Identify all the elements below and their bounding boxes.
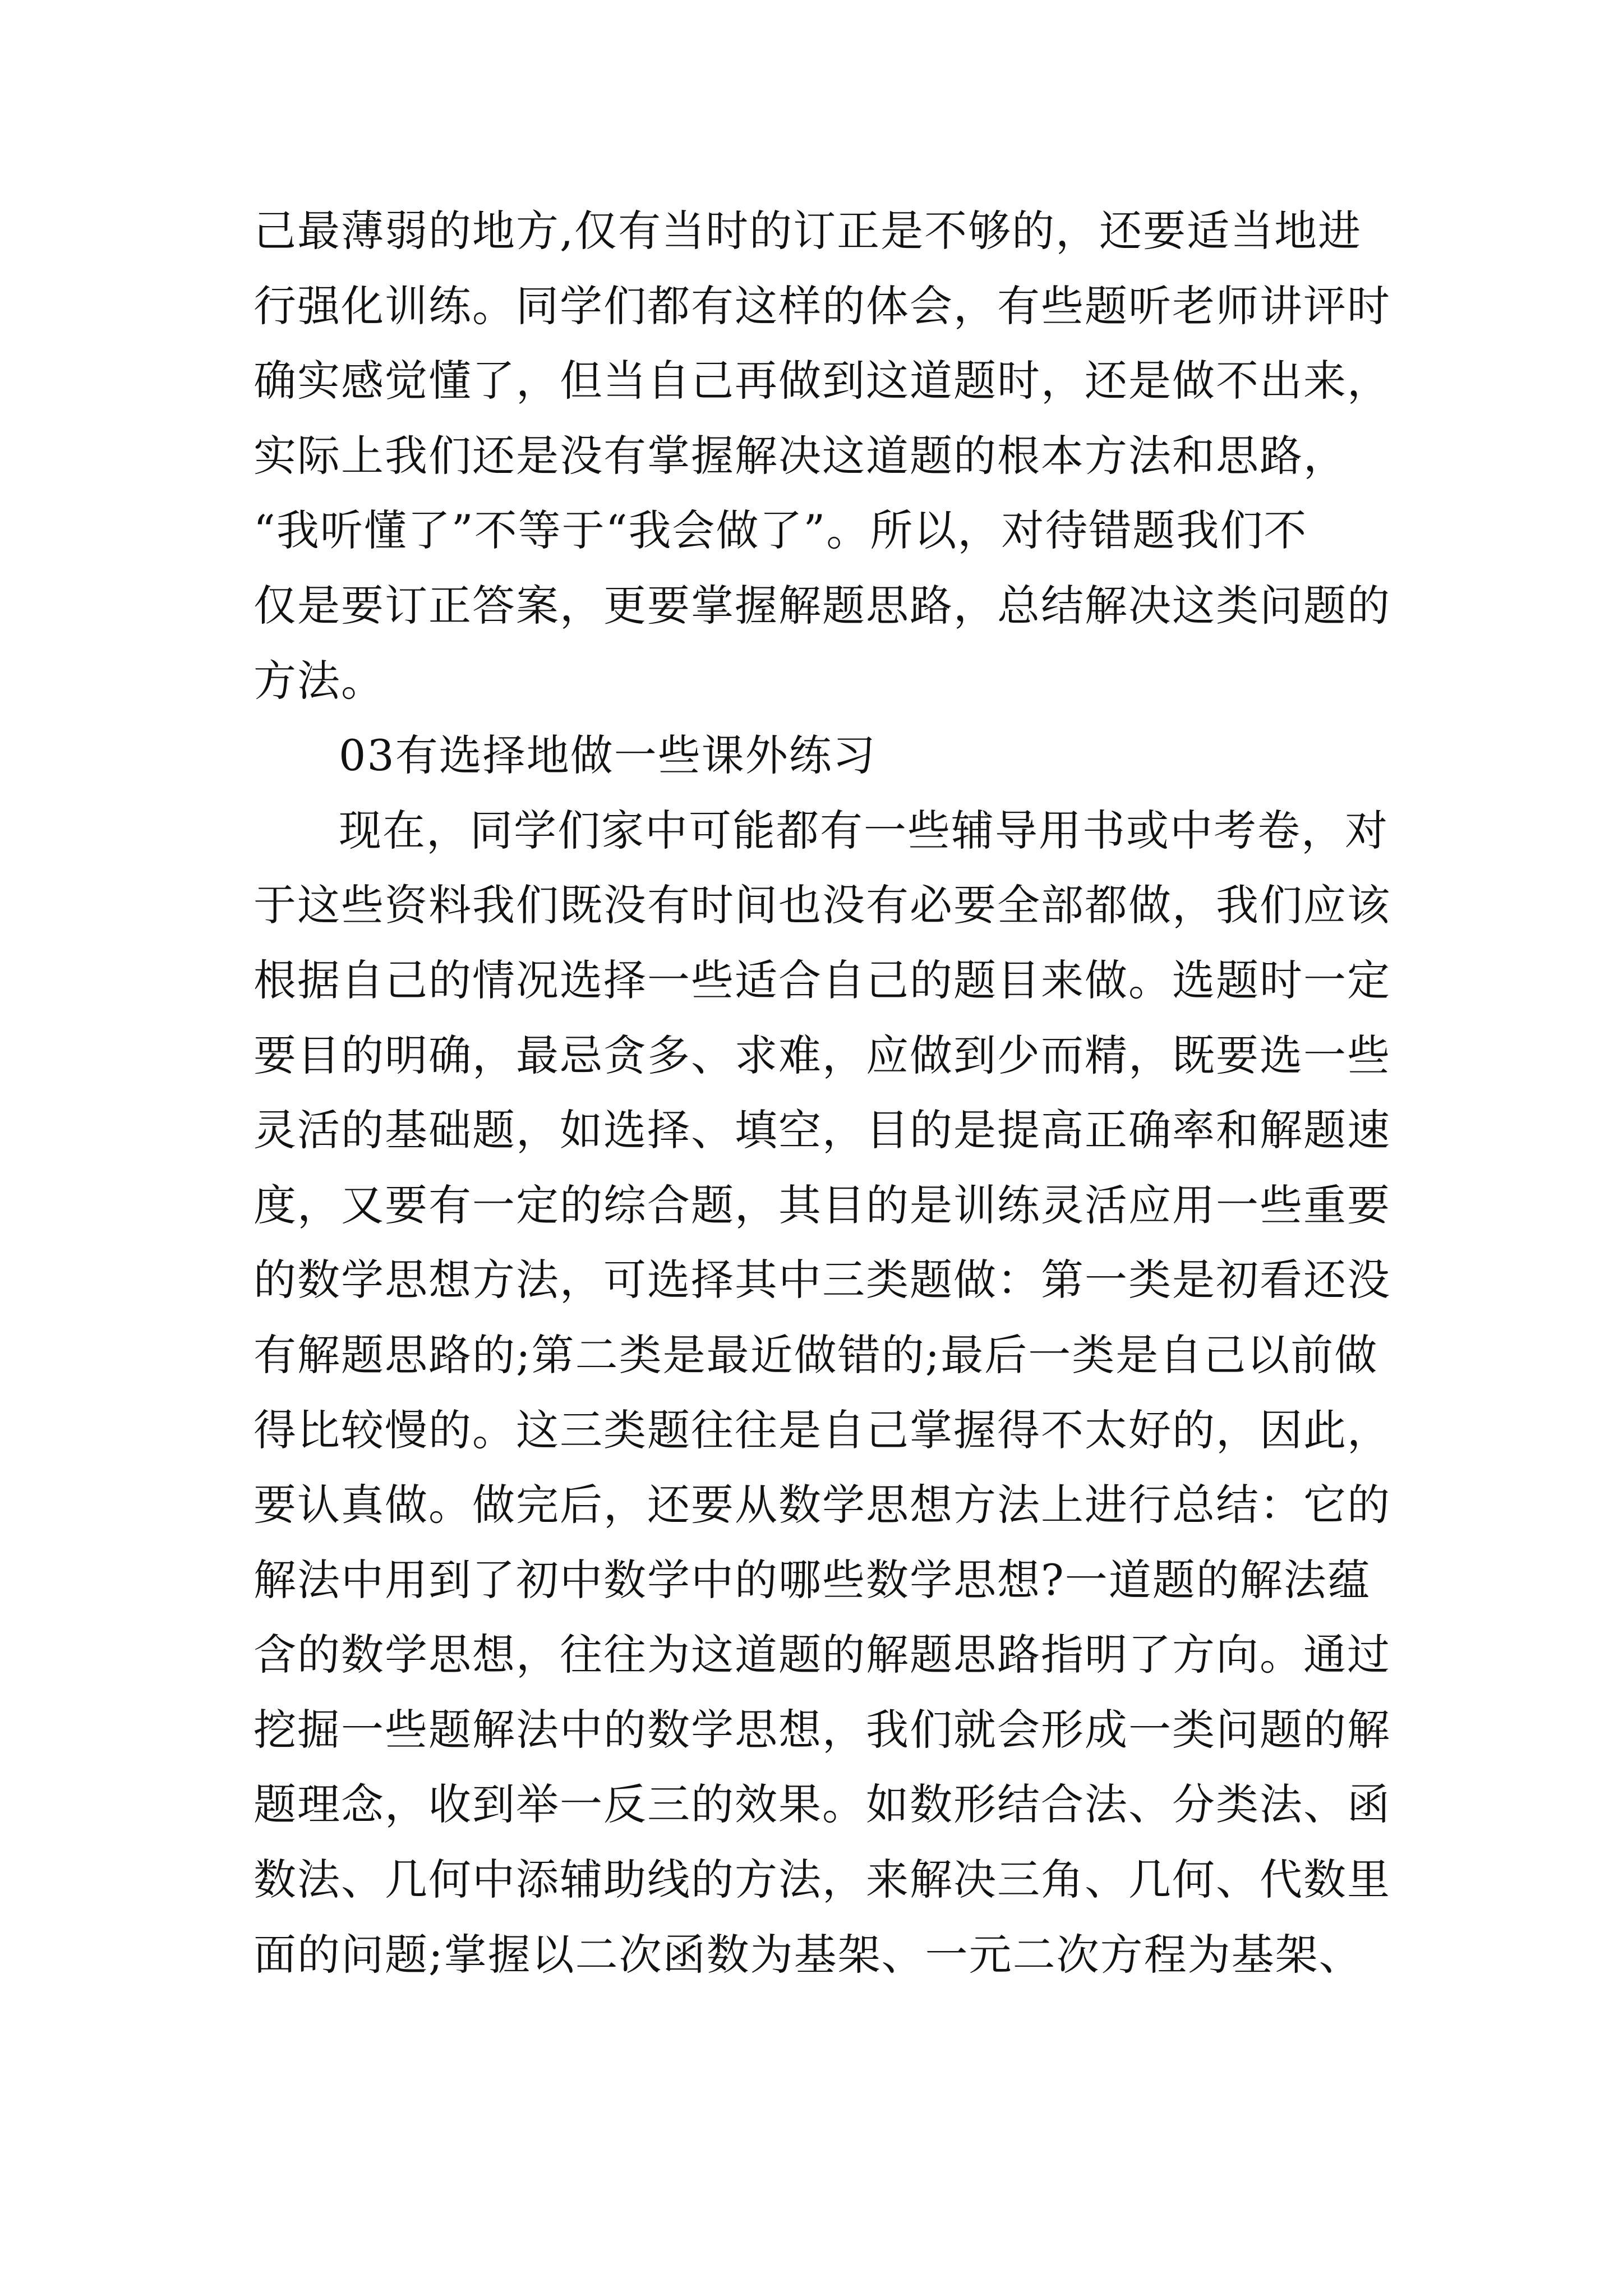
text-line: 挖掘一些题解法中的数学思想，我们就会形成一类问题的解 [253, 1704, 1391, 1755]
text-line: 的数学思想方法，可选择其中三类题做：第一类是初看还没 [253, 1255, 1391, 1305]
text-line: 己最薄弱的地方,仅有当时的订正是不够的，还要适当地进 [253, 206, 1362, 256]
text-line: 方法。 [253, 655, 385, 706]
text-line: 数法、几何中添辅助线的方法，来解决三角、几何、代数里 [253, 1855, 1391, 1905]
text-line: 得比较慢的。这三类题往往是自己掌握得不太好的，因此， [253, 1405, 1391, 1455]
text-line: 含的数学思想，往往为这道题的解题思路指明了方向。通过 [253, 1630, 1391, 1680]
text-line: 现在，同学们家中可能都有一些辅导用书或中考卷，对 [339, 805, 1389, 855]
text-line: “我听懂了”不等于“我会做了”。所以，对待错题我们不 [253, 505, 1308, 556]
text-line: 要认真做。做完后，还要从数学思想方法上进行总结：它的 [253, 1480, 1391, 1530]
text-line: 仅是要订正答案，更要掌握解题思路，总结解决这类问题的 [253, 580, 1391, 631]
document-body [253, 194, 1391, 1992]
text-line: 确实感觉懂了，但当自己再做到这道题时，还是做不出来， [253, 356, 1391, 406]
text-line: 于这些资料我们既没有时间也没有必要全部都做，我们应该 [253, 880, 1391, 931]
text-line: 解法中用到了初中数学中的哪些数学思想?一道题的解法蕴 [253, 1554, 1371, 1605]
text-line: 行强化训练。同学们都有这样的体会，有些题听老师讲评时 [253, 280, 1391, 331]
text-line: 实际上我们还是没有掌握解决这道题的根本方法和思路， [253, 430, 1347, 481]
paragraph-1 [253, 194, 1391, 718]
text-line: 根据自己的情况选择一些适合自己的题目来做。选题时一定 [253, 955, 1391, 1005]
text-line: 度，又要有一定的综合题，其目的是训练灵活应用一些重要 [253, 1180, 1391, 1230]
text-line: 要目的明确，最忌贪多、求难，应做到少而精，既要选一些 [253, 1030, 1391, 1080]
text-line: 题理念，收到举一反三的效果。如数形结合法、分类法、函 [253, 1779, 1391, 1830]
text-line: 灵活的基础题，如选择、填空，目的是提高正确率和解题速 [253, 1105, 1391, 1156]
paragraph-2 [253, 793, 1391, 1993]
text-line: 有解题思路的;第二类是最近做错的;最后一类是自己以前做 [253, 1329, 1378, 1380]
section-heading: 03有选择地做一些课外练习 [339, 730, 877, 781]
text-line: 面的问题;掌握以二次函数为基架、一元二次方程为基架、 [253, 1929, 1363, 1980]
